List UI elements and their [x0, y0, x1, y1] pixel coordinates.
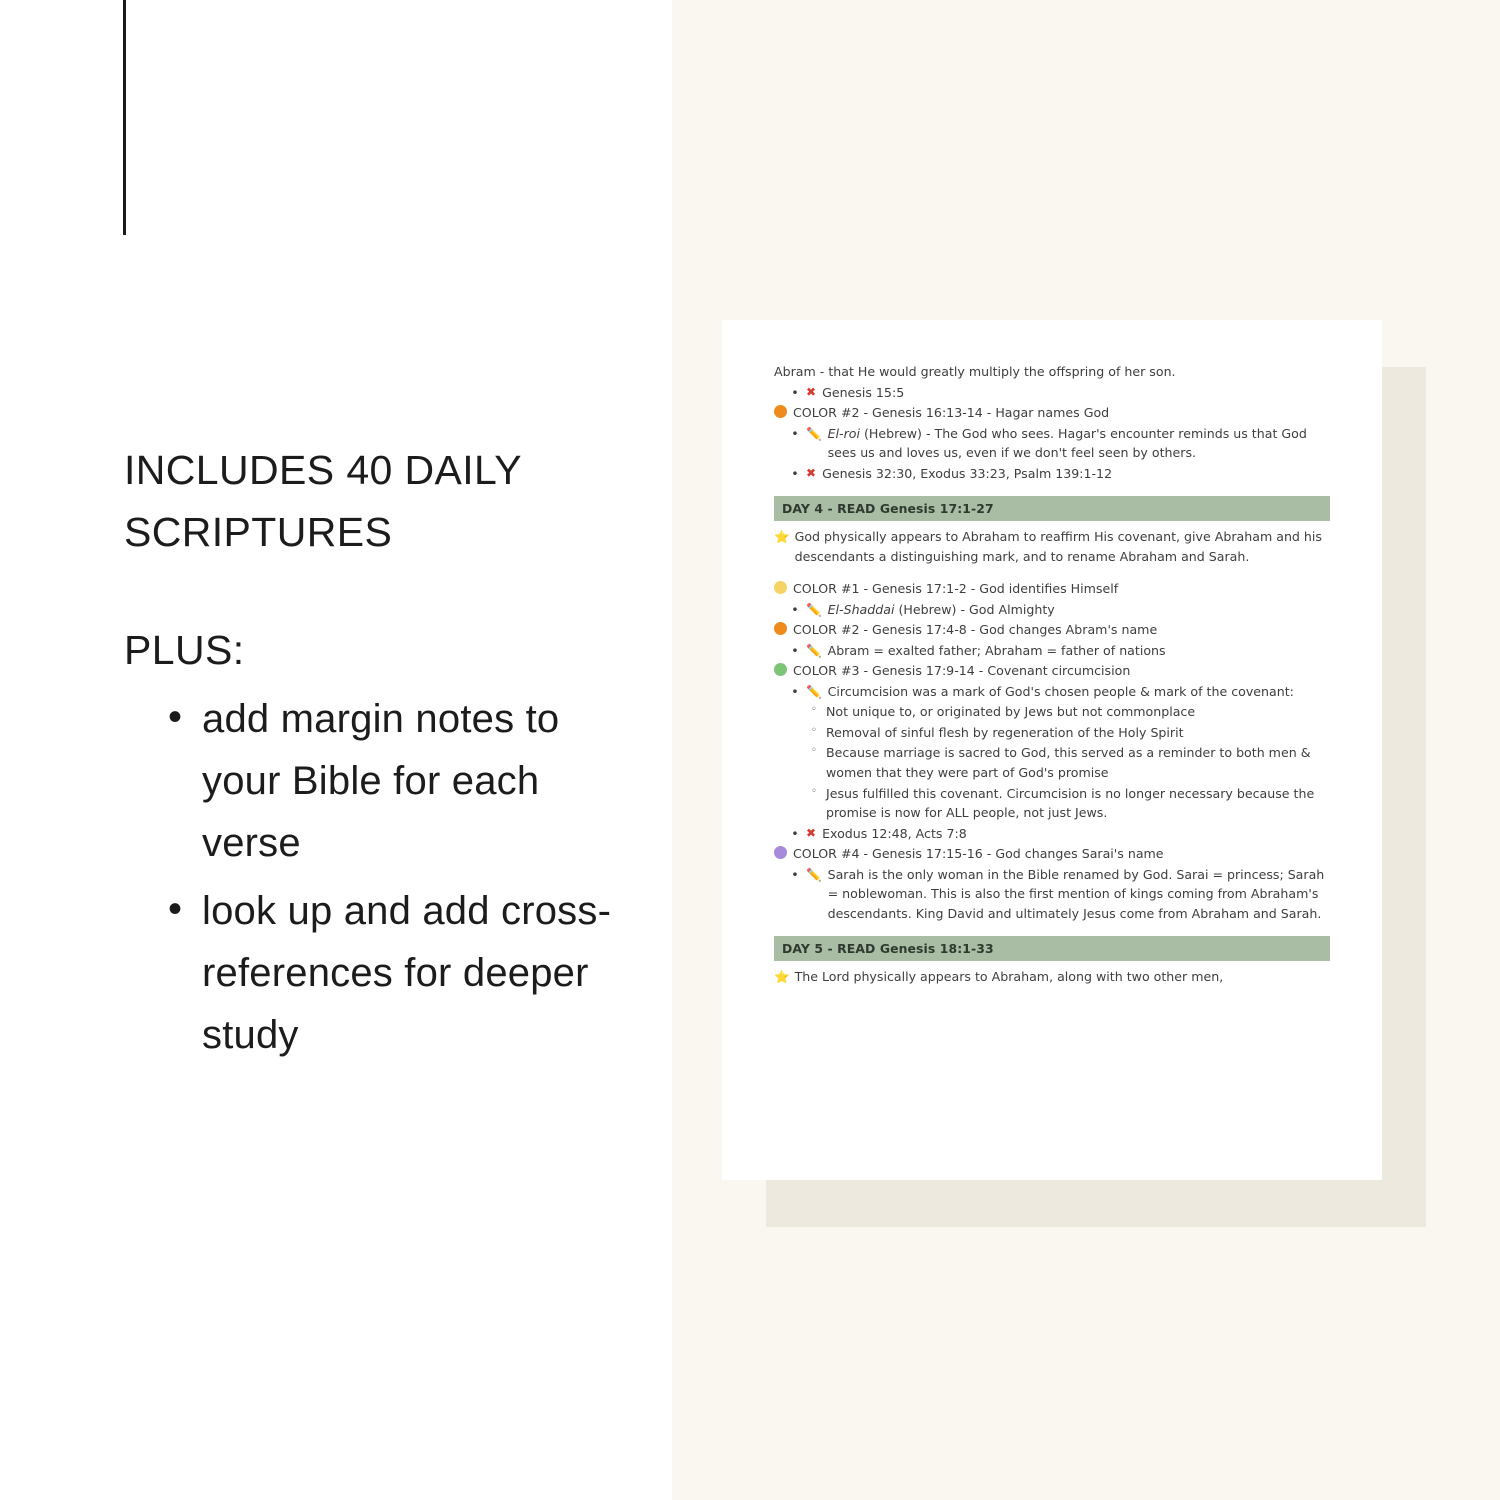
subpoint-text: Jesus fulfilled this covenant. Circumcision is no longer necessary because the promise is now for ALL people, not just Jews. [826, 785, 1315, 821]
cross-reference-row [790, 383, 1330, 403]
color-swatch-green-icon [774, 663, 787, 676]
color-entry-row [774, 661, 1330, 681]
color-entry-row [774, 844, 1330, 864]
open-circle-bullet-icon: ◦ [811, 724, 817, 736]
note-term: El-Shaddai [827, 601, 895, 617]
bullet-dot-icon: • [791, 465, 799, 481]
list-item: • add margin notes to your Bible for each verse [160, 688, 640, 874]
note-row [790, 865, 1330, 924]
vertical-rule-divider [123, 0, 126, 235]
note-row [790, 424, 1330, 463]
color-swatch-orange-icon [774, 405, 787, 418]
color-entry-row [774, 579, 1330, 599]
spacer [774, 568, 1330, 579]
open-circle-bullet-icon: ◦ [811, 745, 817, 757]
subpoint-row [808, 743, 1330, 782]
x-mark-icon: ✖ [806, 465, 817, 480]
day-header-bar: DAY 5 - READ Genesis 18:1-33 [774, 936, 1330, 961]
note-row [790, 600, 1330, 620]
plus-label: PLUS: [124, 627, 245, 673]
subpoint-text: Not unique to, or originated by Jews but not commonplace [826, 704, 1196, 720]
note-body: Circumcision was a mark of God's chosen people & mark of the covenant: [827, 683, 1294, 699]
bullet-dot-icon: • [791, 384, 799, 400]
color-entry-label: COLOR #2 - Genesis 16:13-14 - Hagar names God [793, 405, 1110, 421]
list-item: • look up and add cross-references for deeper study [160, 880, 640, 1066]
color-entry-label: COLOR #4 - Genesis 17:15-16 - God changes Sarai's name [793, 846, 1164, 862]
note-body: (Hebrew) - The God who sees. Hagar's encounter reminds us that God sees us and loves us, even if we don't feel seen by others. [827, 425, 1307, 461]
cross-reference-text: Genesis 32:30, Exodus 33:23, Psalm 139:1-12 [822, 465, 1113, 481]
document-preview-card [722, 320, 1382, 1180]
cross-reference-text: Genesis 15:5 [822, 384, 905, 400]
day-summary-text: The Lord physically appears to Abraham, along with two other men, [794, 969, 1224, 985]
note-body: (Hebrew) - God Almighty [894, 601, 1055, 617]
subpoint-row [808, 784, 1330, 823]
bullet-dot-icon: • [791, 683, 799, 699]
note-body: Abram = exalted father; Abraham = father of nations [827, 642, 1166, 658]
pencil-icon: ✏️ [806, 642, 822, 658]
subpoint-row [808, 723, 1330, 743]
cross-reference-text: Exodus 12:48, Acts 7:8 [822, 825, 967, 841]
day-summary-row [774, 527, 1330, 566]
pencil-icon: ✏️ [806, 866, 822, 882]
pencil-icon: ✏️ [806, 425, 822, 441]
star-icon: ⭐ [774, 529, 790, 545]
subpoint-row [808, 702, 1330, 722]
star-icon: ⭐ [774, 969, 790, 985]
bullet-dot-icon: • [791, 642, 799, 658]
color-entry-label: COLOR #3 - Genesis 17:9-14 - Covenant circumcision [793, 663, 1131, 679]
subpoint-text: Because marriage is sacred to God, this served as a reminder to both men & women that they were part of God's promise [826, 745, 1311, 780]
bullet-dot-icon: • [791, 601, 799, 617]
bullet-dot-icon: • [791, 825, 799, 841]
note-text [828, 600, 1330, 620]
x-mark-icon: ✖ [806, 384, 817, 399]
day-summary-text: God physically appears to Abraham to reaffirm His covenant, give Abraham and his descendants a distinguishing mark, and to rename Abraham and Sarah. [794, 529, 1322, 564]
color-swatch-yellow-icon [774, 581, 787, 594]
day-summary-row [774, 967, 1330, 987]
color-entry-label: COLOR #2 - Genesis 17:4-8 - God changes Abram's name [793, 622, 1158, 638]
feature-bullet-list [160, 688, 640, 1072]
bullet-dot-icon: • [791, 425, 799, 441]
color-entry-row [774, 620, 1330, 640]
note-text [828, 424, 1330, 463]
document-content [774, 362, 1330, 989]
color-swatch-orange-icon [774, 622, 787, 635]
left-panel [0, 0, 672, 1500]
note-term: El-roi [827, 425, 860, 441]
day-header-bar: DAY 4 - READ Genesis 17:1-27 [774, 496, 1330, 521]
open-circle-bullet-icon: ◦ [811, 785, 817, 797]
open-circle-bullet-icon: ◦ [811, 704, 817, 716]
bullet-dot-icon: • [791, 866, 799, 882]
note-body: Sarah is the only woman in the Bible renamed by God. Sarai = princess; Sarah = noblewoman. This is also the first mention of kings coming from Abraham's descendants. King David and ultimately Jesus come from Abraham and Sarah. [827, 866, 1325, 921]
cross-reference-row [790, 464, 1330, 484]
note-row [790, 641, 1330, 661]
x-mark-icon: ✖ [806, 825, 817, 840]
note-row [790, 682, 1330, 702]
cross-reference-row [790, 824, 1330, 844]
subpoint-text: Removal of sinful flesh by regeneration of the Holy Spirit [826, 724, 1184, 740]
page-title: INCLUDES 40 DAILY SCRIPTURES [124, 447, 522, 555]
top-fragment-text: Abram - that He would greatly multiply the offspring of her son. [774, 364, 1176, 379]
color-entry-row [774, 403, 1330, 423]
pencil-icon: ✏️ [806, 601, 822, 617]
color-entry-label: COLOR #1 - Genesis 17:1-2 - God identifies Himself [793, 581, 1119, 597]
pencil-icon: ✏️ [806, 683, 822, 699]
color-swatch-purple-icon [774, 846, 787, 859]
